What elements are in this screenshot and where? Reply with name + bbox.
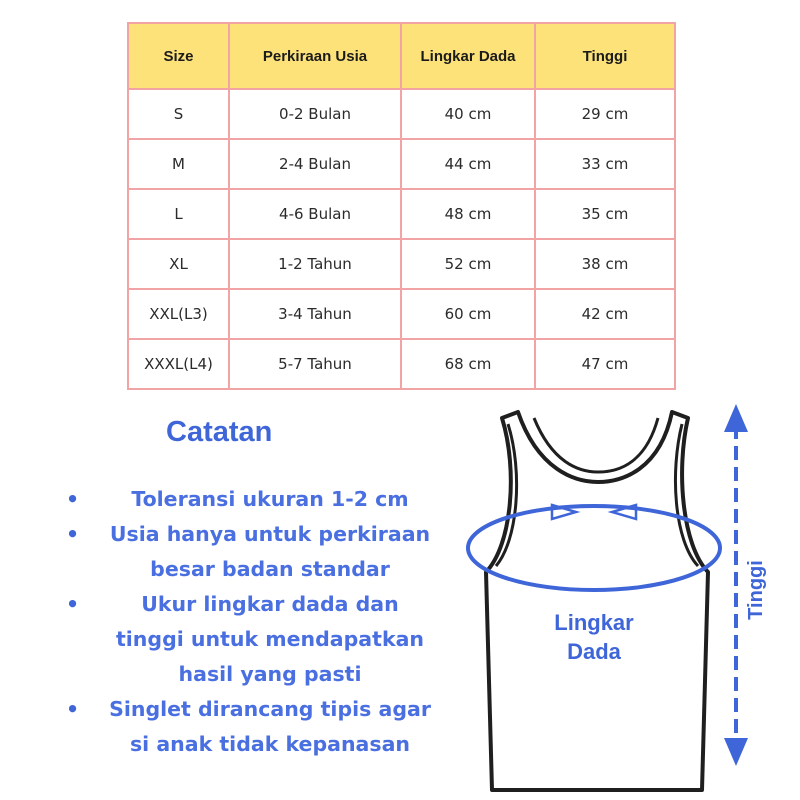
header-chest: Lingkar Dada [401,23,535,89]
cell-chest: 44 cm [401,139,535,189]
header-age: Perkiraan Usia [229,23,401,89]
cell-chest: 52 cm [401,239,535,289]
cell-chest: 68 cm [401,339,535,389]
height-arrow-down-icon [724,738,748,766]
cell-height: 29 cm [535,89,675,139]
cell-age: 2-4 Bulan [229,139,401,189]
note-line: Ukur lingkar dada dan [141,592,399,616]
cell-chest: 60 cm [401,289,535,339]
note-line: Usia hanya untuk perkiraan [109,522,431,546]
header-size: Size [128,23,229,89]
note-line: si anak tidak kepanasan [129,732,411,756]
cell-age: 4-6 Bulan [229,189,401,239]
note-line: besar badan standar [150,557,390,581]
cell-age: 5-7 Tahun [229,339,401,389]
cell-size: S [128,89,229,139]
chest-label-line2: Dada [567,639,621,664]
cell-height: 38 cm [535,239,675,289]
cell-height: 33 cm [535,139,675,189]
cell-height: 35 cm [535,189,675,239]
cell-chest: 40 cm [401,89,535,139]
cell-age: 1-2 Tahun [229,239,401,289]
bullet-icon: • [66,592,80,616]
bullet-icon: • [66,522,80,546]
bullet-icon: • [66,487,80,511]
cell-age: 3-4 Tahun [229,289,401,339]
notes-title: Catatan [166,416,273,448]
cell-height: 47 cm [535,339,675,389]
chest-label: Lingkar [554,610,634,635]
cell-chest: 48 cm [401,189,535,239]
note-line: Toleransi ukuran 1-2 cm [131,487,409,511]
header-height: Tinggi [535,23,675,89]
cell-size: L [128,189,229,239]
height-arrow-up-icon [724,404,748,432]
cell-size: XL [128,239,229,289]
cell-size: XXXL(L4) [128,339,229,389]
note-line: Singlet dirancang tipis agar [109,697,431,721]
cell-size: XXL(L3) [128,289,229,339]
cell-age: 0-2 Bulan [229,89,401,139]
height-label: Tinggi [745,560,767,620]
note-line: hasil yang pasti [178,662,362,686]
cell-size: M [128,139,229,189]
bullet-icon: • [66,697,80,721]
note-line: tinggi untuk mendapatkan [115,627,425,651]
cell-height: 42 cm [535,289,675,339]
